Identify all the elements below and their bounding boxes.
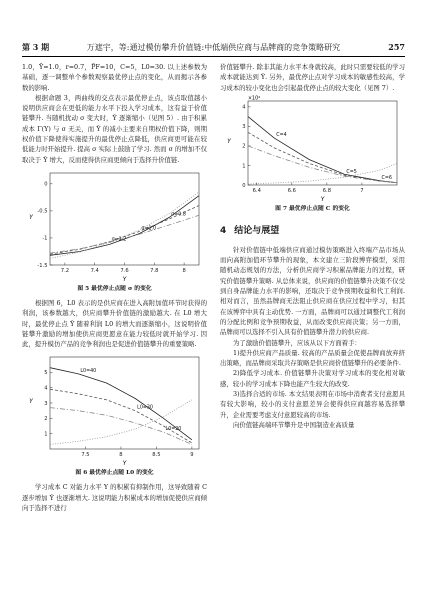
y-tick-label: -0.5 xyxy=(37,208,48,215)
paragraph: 根据图 6，L0 表示的是供应商在进入高附加值环节时获得的利润，该参数越大，供应商攀升价值链的激励越大. 在 L0 增大时，最优停止点 Ŷ 随着利润 L0 的增大而逐渐缩小，这说明价值链攀升激励的增加使供应商更愿意在能力较低时就开始学习. 因此，提升模仿产品的竞争利润也是促进价值链攀升的重要策略. xyxy=(22,298,207,349)
page-number: 257 xyxy=(388,42,405,52)
paragraph: 根据命题 3，两曲线的交点表示最优停止点，该点取值越小说明供应商会在更低的能力水平下投入学习成本，这有益于价值链攀升. 当随机扰动 σ 变大时，Ŷ 逐渐缩小（见图 5）. 由于积累成本 Γ(Y) 与 σ 无关，而 Ŷ 的减小主要来自期权价值下降，则期权价值下降使得实施提升的最优停止点降低，供应商更可能在较低能力时开始提升. 提高 σ 实际上鼓励了学习. 然而 σ 的增加不仅取决于 Ŷ 增大，反而使得供应商更倾向于选择升价值链. xyxy=(22,93,207,164)
series-annotation: C=4 xyxy=(276,133,287,139)
x-tick-label: 7.2 xyxy=(60,267,70,274)
series-annotation: L0=20 xyxy=(165,427,182,433)
series-annotation: σ=1.2 xyxy=(111,237,127,243)
y-tick-label: 4 xyxy=(242,104,246,111)
section-heading xyxy=(220,225,405,237)
paragraph: 3)选择合适的市场. 本文结果表明在市场中消费者支付意愿具有较大影响，较小的支付意愿差异会使得供应商越容易选择攀升，企业需要考虑支付意愿较高的市场. xyxy=(220,390,405,419)
section-title: 结论与展望 xyxy=(234,225,280,236)
series-annotation: C=5 xyxy=(346,170,357,176)
x-tick-label: 7.4 xyxy=(90,267,99,274)
y-tick-label: 3 xyxy=(242,124,246,131)
left-column xyxy=(22,62,207,513)
x-tick-label: 7.8 xyxy=(150,267,159,274)
paragraph: 2)降低学习成本. 价值链攀升决策对学习成本的变化相对敏感，较小的学习成本下降也能产生较大的改变. xyxy=(220,369,405,388)
x-tick-label: 6.8 xyxy=(322,187,332,194)
paragraph: 价值链攀升. 除非其能力水平本身就较高，此时只需要较低的学习成本就能达到 Ŷ. 另外，最优停止点对学习成本的敏感性较高，学习成本的较小变化也会引起最优停止点的较大变化（见图 7）. xyxy=(220,63,405,92)
running-title: 万遮宇，等:通过模仿攀升价值链:中低端供应商与品牌商的竞争策略研究 xyxy=(86,43,341,52)
series-annotation: L0=30 xyxy=(137,406,154,412)
paragraph: 向价值链高端环节攀升是中国制造业高质量 xyxy=(233,420,355,429)
figure-7-caption: 图 7 最优停止点随 C 的变化 xyxy=(275,205,350,212)
x-tick-label: 6.6 xyxy=(287,187,296,194)
figure-5-plot xyxy=(22,165,207,283)
issue-number: 第 3 期 xyxy=(22,42,50,52)
y-tick-label: 2 xyxy=(242,143,246,150)
y-tick-label: 2 xyxy=(44,416,48,423)
figure-7-plot xyxy=(220,93,405,203)
series-annotation: L0=40 xyxy=(80,369,97,375)
y-axis-label: Y xyxy=(29,214,33,221)
y-tick-label: 0 xyxy=(242,182,246,189)
paragraph: 为了激励价值链攀升，应该从以下方面着手： xyxy=(233,338,361,347)
y-tick-label: 1 xyxy=(44,431,48,438)
x-tick-label: 7.6 xyxy=(120,267,129,274)
figure-6 xyxy=(22,349,207,477)
y-tick-label: -1 xyxy=(42,235,48,242)
y-tick-label: 0 xyxy=(44,181,48,188)
paragraph: 1)提升供应商产品质量. 较高的产品质量会促使品牌商放弃挤出策略，而品牌商采取共存策略是供应商价值链攀升的必要条件. xyxy=(220,348,405,368)
figure-5 xyxy=(22,165,207,293)
x-tick-label: 8.5 xyxy=(152,452,161,459)
x-tick-label: 8 xyxy=(182,267,186,274)
y-tick-label: 1 xyxy=(242,163,246,170)
right-column xyxy=(220,62,405,430)
plot-frame xyxy=(50,357,199,449)
series-annotation: σ=1.0 xyxy=(141,226,157,232)
paragraph: 学习成本 C 对能力水平 Y 的积累有抑制作用，这导致随着 C 逐步增加 Ŷ 也逐渐增大. 这说明能力积累成本的增加促使供应商倾向于选择不进行 xyxy=(22,483,207,513)
figure-6-plot xyxy=(22,349,207,467)
x-tick-label: 6.4 xyxy=(252,187,261,194)
x-tick-label: 7 xyxy=(360,187,364,194)
x-tick-label: 7.5 xyxy=(81,452,90,459)
y-multiplier: ×10⁴ xyxy=(248,96,261,102)
y-axis-label: Y xyxy=(29,399,33,406)
running-header xyxy=(22,40,405,56)
series-annotation: C=6 xyxy=(381,175,392,181)
x-axis-label: Y xyxy=(122,461,127,468)
paragraph: 1.0，Ȳ=1.0，r=0.7，P̄F=10，C=5，L0=30. 以上述参数为基础，逐一调整单个参数观察最优停止点的变化，从而揭示各参数的影响. xyxy=(22,63,207,92)
plot-frame xyxy=(50,173,199,265)
y-tick-label: 5 xyxy=(44,370,48,377)
y-tick-label: 3 xyxy=(44,401,48,408)
x-axis-label: Y xyxy=(320,196,325,203)
header-rule xyxy=(22,56,405,57)
y-axis-label: Y xyxy=(227,138,231,145)
series-annotation: σ=0.8 xyxy=(171,212,186,218)
x-tick-label: 9 xyxy=(190,452,194,459)
figure-6-caption: 图 6 最优停止点随 L0 的变化 xyxy=(75,470,154,477)
y-tick-label: -1.5 xyxy=(37,262,48,269)
plot-frame xyxy=(248,101,397,185)
section-number: 4 xyxy=(220,225,227,236)
x-axis-label: Y xyxy=(122,276,127,283)
x-tick-label: 8 xyxy=(119,452,123,459)
paragraph: 针对价值链中低端供应商通过模仿策略进入终端产品市场从而向高附加值环节攀升的现象，本文建立三阶段博弈模型，采用随机动态规划的方法，分析供应商学习积累品牌能力的过程，研究价值链攀升策略. 从总体来说，供应商的价值链攀升决策不仅受到自身品牌能力水平的影响，还取决于竞争预期收益和代工利润. 相对而言，虽然品牌商无法阻止供应商在供应过程中学习，但其在该博弈中具有主动优势. 一方面，品牌商可以通过调整代工利润的分配比例和竞争预期收益，从而改变供应商决策；另一方面，品牌商可以选择不引入具有价值链攀升潜力的供应商. xyxy=(220,245,405,337)
figure-7 xyxy=(220,93,405,213)
figure-5-caption: 图 5 最优停止点随 σ 的变化 xyxy=(77,285,152,292)
y-tick-label: 4 xyxy=(44,385,48,392)
